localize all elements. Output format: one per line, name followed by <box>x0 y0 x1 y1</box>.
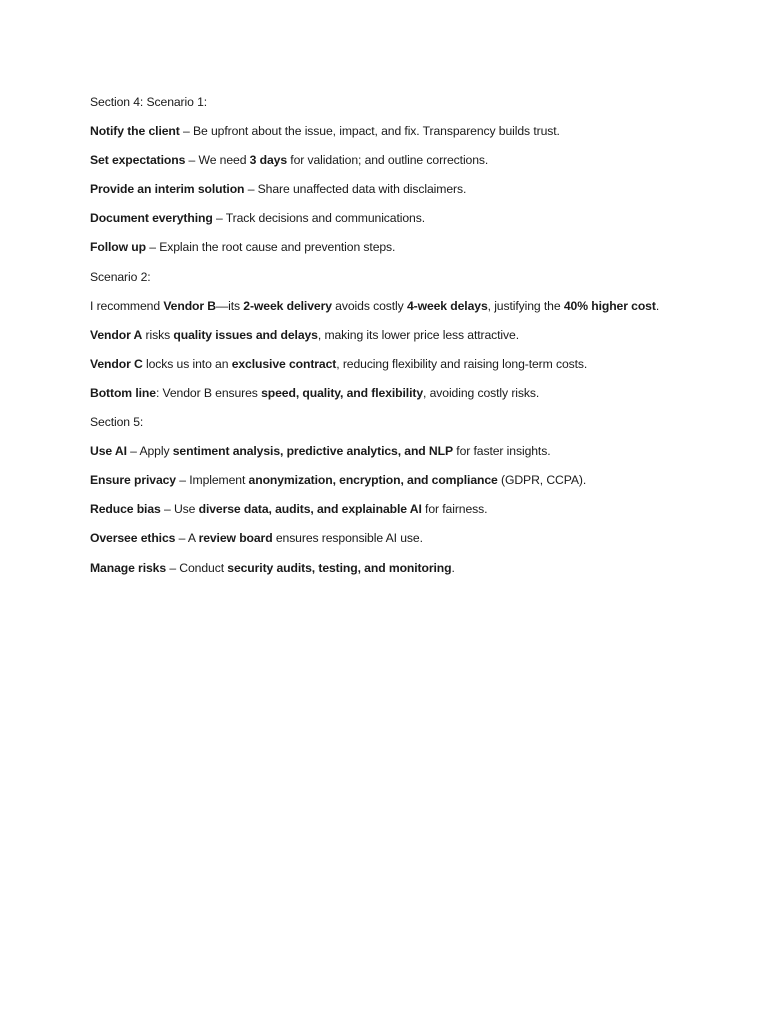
text-run: locks us into an <box>142 356 232 371</box>
bold-text-run: 4-week delays <box>406 298 488 313</box>
bold-text-run: speed, quality, and flexibility <box>261 385 424 400</box>
text-run: for fairness. <box>421 502 488 517</box>
bold-text-run: Ensure privacy <box>90 473 176 488</box>
paragraph-bottom-line <box>90 383 730 412</box>
text-run: – Use <box>160 502 199 517</box>
paragraph-interim-solution <box>90 179 730 208</box>
paragraph-vendor-c <box>90 354 730 383</box>
bold-text-run: Vendor C <box>90 356 143 371</box>
text-run: . <box>451 560 455 575</box>
text-run: – Implement <box>176 473 249 488</box>
text-run: —its <box>216 298 244 313</box>
text-run: Section 4: Scenario 1: <box>90 95 208 109</box>
bold-text-run: Document everything <box>90 211 213 226</box>
text-run: risks <box>142 327 174 342</box>
text-run: for validation; and outline corrections. <box>287 153 489 168</box>
text-run: . <box>655 298 660 313</box>
text-run: Scenario 2: <box>90 269 151 284</box>
section-4-heading <box>90 92 730 121</box>
text-run: for faster insights. <box>453 444 551 459</box>
bold-text-run: anonymization, encryption, and compliance <box>248 473 498 488</box>
bold-text-run: Provide an interim solution <box>90 182 245 197</box>
bold-text-run: Vendor A <box>90 327 143 342</box>
bold-text-run: 40% higher cost <box>563 298 656 313</box>
section-5-heading <box>90 412 730 441</box>
text-run: avoids costly <box>331 298 407 313</box>
document-page <box>90 92 730 587</box>
paragraph-set-expectations <box>90 150 730 179</box>
bold-text-run: Notify the client <box>90 124 180 139</box>
paragraph-oversee-ethics <box>90 528 730 557</box>
paragraph-recommend-vendor-b <box>90 296 730 325</box>
text-run: – Share unaffected data with disclaimers. <box>244 182 467 197</box>
text-run: I recommend <box>90 298 164 313</box>
bold-text-run: diverse data, audits, and explainable AI <box>198 502 422 517</box>
bold-text-run: Use AI <box>90 444 127 459</box>
text-run: , making its lower price less attractive. <box>317 327 519 342</box>
paragraph-document-everything <box>90 208 730 237</box>
bold-text-run: Reduce bias <box>90 502 161 517</box>
bold-text-run: review board <box>198 531 273 546</box>
paragraph-notify-client <box>90 121 730 150</box>
bold-text-run: Manage risks <box>90 560 167 575</box>
bold-text-run: exclusive contract <box>231 356 337 371</box>
bold-text-run: sentiment analysis, predictive analytics, and NLP <box>172 444 454 459</box>
paragraph-follow-up <box>90 237 730 266</box>
paragraph-vendor-a <box>90 325 730 354</box>
text-run: : Vendor B ensures <box>155 385 262 400</box>
paragraph-reduce-bias <box>90 499 730 528</box>
text-run: – Apply <box>126 444 173 459</box>
text-run: – We need <box>185 153 250 168</box>
text-run: , justifying the <box>487 298 564 313</box>
bold-text-run: security audits, testing, and monitoring <box>227 560 452 575</box>
text-run: – Track decisions and communications. <box>212 211 426 226</box>
text-run: ensures responsible AI use. <box>272 531 423 546</box>
paragraph-use-ai <box>90 441 730 470</box>
text-run: (GDPR, CCPA). <box>497 473 587 488</box>
text-run: Section 5: <box>90 415 144 430</box>
bold-text-run: 2-week delivery <box>243 298 332 313</box>
text-run: – Be upfront about the issue, impact, and fix. Transparency builds trust. <box>179 124 560 139</box>
paragraph-manage-risks <box>90 558 730 587</box>
text-run: , avoiding costly risks. <box>423 385 540 400</box>
bold-text-run: quality issues and delays <box>173 327 318 342</box>
bold-text-run: Oversee ethics <box>90 531 176 546</box>
text-run: – Explain the root cause and prevention steps. <box>145 240 396 255</box>
text-run: – A <box>175 531 199 546</box>
text-run: , reducing flexibility and raising long-term costs. <box>336 356 588 371</box>
bold-text-run: Vendor B <box>163 298 217 313</box>
paragraph-ensure-privacy <box>90 470 730 499</box>
text-run: – Conduct <box>166 560 228 575</box>
bold-text-run: Set expectations <box>90 153 186 168</box>
bold-text-run: 3 days <box>249 153 288 168</box>
scenario-2-heading <box>90 267 730 296</box>
bold-text-run: Bottom line <box>90 385 156 400</box>
bold-text-run: Follow up <box>90 240 146 255</box>
